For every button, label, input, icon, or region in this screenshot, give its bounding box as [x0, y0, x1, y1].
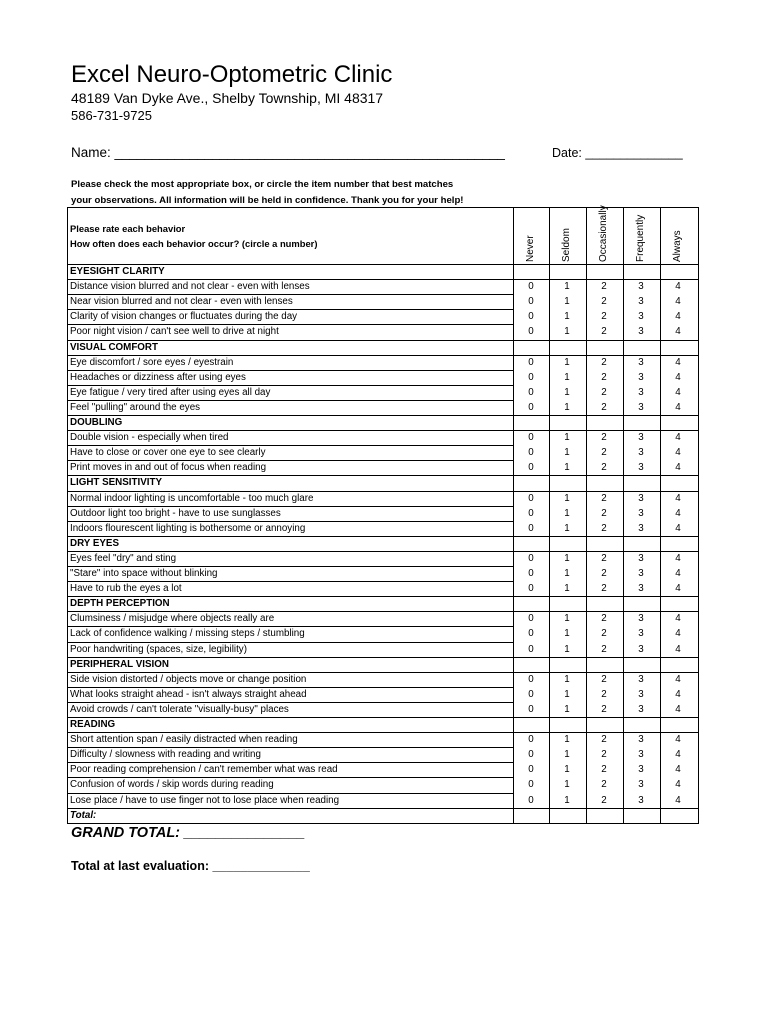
rating-option-never[interactable]: 0	[528, 507, 534, 519]
rating-option-always[interactable]: 4	[675, 734, 681, 746]
rating-option-seldom[interactable]: 1	[564, 552, 570, 564]
rating-option-seldom[interactable]: 1	[564, 568, 570, 579]
column-header-seldom: Seldom	[561, 228, 572, 262]
rating-option-frequently[interactable]: 3	[638, 673, 644, 685]
rating-option-frequently[interactable]: 3	[638, 386, 644, 398]
table-row	[67, 309, 699, 324]
table-row	[67, 566, 699, 581]
table-rule	[513, 732, 699, 733]
section-label: DEPTH PERCEPTION	[70, 598, 170, 610]
rating-option-frequently[interactable]: 3	[638, 432, 644, 444]
rating-option-always[interactable]: 4	[675, 492, 681, 504]
rating-option-occasionally[interactable]: 2	[601, 794, 607, 806]
total-row	[67, 808, 699, 823]
rating-option-always[interactable]: 4	[675, 311, 681, 323]
table-row	[67, 687, 699, 702]
behavior-label: Lack of confidence walking / missing steps / stumbling	[70, 628, 305, 640]
table-row	[67, 762, 699, 777]
rating-option-occasionally[interactable]: 2	[601, 462, 607, 474]
table-row	[67, 294, 699, 309]
rating-option-occasionally[interactable]: 2	[601, 779, 607, 791]
rating-option-frequently[interactable]: 3	[638, 492, 644, 504]
table-rule	[513, 808, 699, 809]
rating-option-always[interactable]: 4	[675, 749, 681, 761]
rating-option-never[interactable]: 0	[528, 447, 534, 459]
behavior-label: Feel "pulling" around the eyes	[70, 401, 201, 413]
rating-option-always[interactable]: 4	[675, 281, 681, 293]
behavior-label: Eyes feel "dry" and sting	[70, 552, 177, 564]
rating-option-frequently[interactable]: 3	[638, 764, 644, 776]
rating-option-never[interactable]: 0	[528, 613, 534, 625]
rating-option-frequently[interactable]: 3	[638, 779, 644, 791]
rating-option-never[interactable]: 0	[528, 386, 534, 398]
section-label: EYESIGHT CLARITY	[70, 266, 165, 277]
rating-option-frequently[interactable]: 3	[638, 371, 644, 383]
table-rule	[513, 672, 699, 673]
table-row	[67, 732, 699, 747]
clinic-name: Excel Neuro-Optometric Clinic	[71, 61, 393, 88]
rating-option-always[interactable]: 4	[675, 628, 681, 640]
rating-option-never[interactable]: 0	[528, 552, 534, 564]
table-row	[67, 551, 699, 566]
table-row	[67, 506, 699, 521]
behavior-label: Lose place / have to use finger not to lose place when reading	[70, 794, 340, 806]
rating-option-seldom[interactable]: 1	[564, 296, 570, 308]
rating-option-occasionally[interactable]: 2	[601, 673, 607, 685]
rating-option-frequently[interactable]: 3	[638, 401, 644, 413]
section-label: LIGHT SENSITIVITY	[70, 477, 162, 489]
rating-option-seldom[interactable]: 1	[564, 311, 570, 323]
table-row	[67, 521, 699, 536]
rating-option-never[interactable]: 0	[528, 432, 534, 444]
rating-option-always[interactable]: 4	[675, 673, 681, 685]
column-header-occasionally: Occasionally	[598, 205, 609, 262]
rating-option-never[interactable]: 0	[528, 296, 534, 308]
rating-option-occasionally[interactable]: 2	[601, 356, 607, 368]
rating-option-frequently[interactable]: 3	[638, 552, 644, 564]
clinic-address: 48189 Van Dyke Ave., Shelby Township, MI 48317	[71, 90, 384, 106]
table-row	[67, 400, 699, 415]
rating-option-never[interactable]: 0	[528, 628, 534, 640]
section-header-row	[67, 264, 699, 279]
table-rule	[513, 596, 699, 597]
table-rule	[67, 823, 699, 824]
behavior-label: Double vision - especially when tired	[70, 432, 229, 444]
table-row	[67, 385, 699, 400]
total-label: Total:	[70, 809, 97, 821]
rating-option-always[interactable]: 4	[675, 552, 681, 564]
section-label: READING	[70, 719, 116, 730]
table-row	[67, 626, 699, 641]
section-header-row	[67, 717, 699, 732]
rating-option-occasionally[interactable]: 2	[601, 281, 607, 293]
rating-option-frequently[interactable]: 3	[638, 794, 644, 806]
last-evaluation-total[interactable]: Total at last evaluation: ______________	[71, 859, 310, 873]
rating-option-never[interactable]: 0	[528, 643, 534, 655]
rating-option-frequently[interactable]: 3	[638, 643, 644, 655]
rating-option-frequently[interactable]: 3	[638, 296, 644, 308]
table-rule	[513, 717, 699, 718]
table-row	[67, 355, 699, 370]
rating-option-frequently[interactable]: 3	[638, 281, 644, 293]
rating-option-occasionally[interactable]: 2	[601, 583, 607, 595]
rating-option-seldom[interactable]: 1	[564, 281, 570, 293]
behavior-label: Normal indoor lighting is uncomfortable - too much glare	[70, 492, 314, 504]
rating-option-occasionally[interactable]: 2	[601, 296, 607, 308]
column-header-always: Always	[672, 230, 683, 262]
rating-option-frequently[interactable]: 3	[638, 628, 644, 640]
rating-option-never[interactable]: 0	[528, 764, 534, 776]
rating-option-seldom[interactable]: 1	[564, 326, 570, 338]
rating-option-always[interactable]: 4	[675, 507, 681, 519]
rating-option-frequently[interactable]: 3	[638, 356, 644, 368]
rating-option-never[interactable]: 0	[528, 371, 534, 383]
behavior-label: Indoors flourescent lighting is bothersome or annoying	[70, 522, 306, 534]
behavior-label: Short attention span / easily distracted when reading	[70, 734, 298, 746]
rating-option-frequently[interactable]: 3	[638, 507, 644, 519]
rating-option-never[interactable]: 0	[528, 522, 534, 534]
behavior-label: What looks straight ahead - isn't always straight ahead	[70, 688, 307, 700]
rating-option-seldom[interactable]: 1	[564, 749, 570, 761]
rating-option-seldom[interactable]: 1	[564, 583, 570, 595]
section-label: DRY EYES	[70, 537, 120, 549]
table-row	[67, 324, 699, 339]
behavior-label: Outdoor light too bright - have to use sunglasses	[70, 507, 281, 519]
rating-option-occasionally[interactable]: 2	[601, 749, 607, 761]
rating-option-occasionally[interactable]: 2	[601, 311, 607, 323]
rating-option-occasionally[interactable]: 2	[601, 688, 607, 700]
rating-option-always[interactable]: 4	[675, 356, 681, 368]
behavior-label: Poor handwriting (spaces, size, legibility)	[70, 643, 247, 655]
section-label: DOUBLING	[70, 417, 123, 428]
rating-option-frequently[interactable]: 3	[638, 688, 644, 700]
rating-option-never[interactable]: 0	[528, 356, 534, 368]
rating-option-frequently[interactable]: 3	[638, 568, 644, 579]
table-heading-2: How often does each behavior occur? (circle a number)	[70, 238, 318, 249]
table-row	[67, 430, 699, 445]
rating-option-always[interactable]: 4	[675, 296, 681, 308]
rating-option-always[interactable]: 4	[675, 522, 681, 534]
rating-option-occasionally[interactable]: 2	[601, 507, 607, 519]
rating-option-always[interactable]: 4	[675, 764, 681, 776]
rating-option-never[interactable]: 0	[528, 311, 534, 323]
behavior-label: Clarity of vision changes or fluctuates during the day	[70, 311, 298, 323]
table-row	[67, 672, 699, 687]
name-field[interactable]: Name: ____________________________________________________	[71, 145, 505, 160]
rating-option-never[interactable]: 0	[528, 703, 534, 715]
rating-option-never[interactable]: 0	[528, 583, 534, 595]
section-label: PERIPHERAL VISION	[70, 658, 169, 670]
behavior-label: Side vision distorted / objects move or change position	[70, 673, 307, 685]
rating-option-never[interactable]: 0	[528, 688, 534, 700]
behavior-label: "Stare" into space without blinking	[70, 568, 218, 579]
rating-option-frequently[interactable]: 3	[638, 326, 644, 338]
rating-option-seldom[interactable]: 1	[564, 628, 570, 640]
rating-option-seldom[interactable]: 1	[564, 688, 570, 700]
rating-option-occasionally[interactable]: 2	[601, 432, 607, 444]
rating-option-always[interactable]: 4	[675, 386, 681, 398]
behavior-label: Difficulty / slowness with reading and writing	[70, 749, 261, 761]
rating-option-frequently[interactable]: 3	[638, 613, 644, 625]
instructions-line-1: Please check the most appropriate box, or circle the item number that best matches	[71, 179, 454, 190]
rating-option-occasionally[interactable]: 2	[601, 522, 607, 534]
rating-option-occasionally[interactable]: 2	[601, 371, 607, 383]
rating-option-seldom[interactable]: 1	[564, 492, 570, 504]
rating-option-seldom[interactable]: 1	[564, 779, 570, 791]
behavior-label: Near vision blurred and not clear - even with lenses	[70, 296, 293, 308]
rating-option-seldom[interactable]: 1	[564, 522, 570, 534]
section-label: VISUAL COMFORT	[70, 341, 158, 353]
table-row	[67, 642, 699, 657]
section-header-row	[67, 415, 699, 430]
rating-option-frequently[interactable]: 3	[638, 311, 644, 323]
table-row	[67, 279, 699, 294]
behavior-label: Have to close or cover one eye to see clearly	[70, 447, 266, 459]
rating-option-always[interactable]: 4	[675, 703, 681, 715]
table-row	[67, 460, 699, 475]
rating-option-seldom[interactable]: 1	[564, 507, 570, 519]
rating-option-occasionally[interactable]: 2	[601, 703, 607, 715]
rating-option-always[interactable]: 4	[675, 447, 681, 459]
column-header-never: Never	[525, 235, 536, 262]
rating-option-occasionally[interactable]: 2	[601, 386, 607, 398]
rating-option-frequently[interactable]: 3	[638, 749, 644, 761]
instructions	[71, 177, 464, 209]
rating-option-never[interactable]: 0	[528, 794, 534, 806]
rating-option-occasionally[interactable]: 2	[601, 734, 607, 746]
rating-option-seldom[interactable]: 1	[564, 703, 570, 715]
section-header-row	[67, 340, 699, 355]
rating-option-frequently[interactable]: 3	[638, 703, 644, 715]
rating-option-always[interactable]: 4	[675, 613, 681, 625]
section-header-row	[67, 596, 699, 611]
rating-option-seldom[interactable]: 1	[564, 356, 570, 368]
clinic-phone: 586-731-9725	[71, 108, 152, 123]
rating-option-never[interactable]: 0	[528, 401, 534, 413]
rating-option-seldom[interactable]: 1	[564, 432, 570, 444]
rating-option-never[interactable]: 0	[528, 779, 534, 791]
table-row	[67, 747, 699, 762]
column-header-frequently: Frequently	[635, 214, 646, 262]
table-rule	[513, 491, 699, 492]
table-row	[67, 702, 699, 717]
section-header-row	[67, 657, 699, 672]
table-heading-1: Please rate each behavior	[70, 223, 186, 234]
rating-table	[67, 207, 699, 823]
behavior-label: Distance vision blurred and not clear - even with lenses	[70, 281, 310, 293]
grand-total[interactable]: GRAND TOTAL: _______________	[71, 825, 305, 841]
rating-option-never[interactable]: 0	[528, 673, 534, 685]
rating-option-occasionally[interactable]: 2	[601, 643, 607, 655]
rating-option-occasionally[interactable]: 2	[601, 401, 607, 413]
rating-option-always[interactable]: 4	[675, 462, 681, 474]
rating-option-never[interactable]: 0	[528, 568, 534, 579]
rating-option-always[interactable]: 4	[675, 688, 681, 700]
behavior-label: Confusion of words / skip words during reading	[70, 779, 274, 791]
table-rule	[513, 340, 699, 341]
table-rule	[513, 264, 699, 265]
rating-option-seldom[interactable]: 1	[564, 447, 570, 459]
table-rule	[513, 355, 699, 356]
table-row	[67, 370, 699, 385]
rating-option-always[interactable]: 4	[675, 401, 681, 413]
behavior-label: Headaches or dizziness after using eyes	[70, 371, 246, 383]
instructions-line-2: your observations. All information will be held in confidence. Thank you for your help!	[71, 195, 464, 206]
rating-option-always[interactable]: 4	[675, 326, 681, 338]
section-header-row	[67, 536, 699, 551]
rating-option-seldom[interactable]: 1	[564, 613, 570, 625]
rating-option-always[interactable]: 4	[675, 568, 681, 579]
table-rule	[513, 657, 699, 658]
rating-option-frequently[interactable]: 3	[638, 522, 644, 534]
rating-option-occasionally[interactable]: 2	[601, 613, 607, 625]
rating-option-seldom[interactable]: 1	[564, 386, 570, 398]
rating-option-always[interactable]: 4	[675, 432, 681, 444]
section-header-row	[67, 475, 699, 490]
rating-option-frequently[interactable]: 3	[638, 734, 644, 746]
rating-option-occasionally[interactable]: 2	[601, 552, 607, 564]
behavior-label: Poor reading comprehension / can't remember what was read	[70, 764, 338, 776]
rating-option-occasionally[interactable]: 2	[601, 568, 607, 579]
rating-option-seldom[interactable]: 1	[564, 371, 570, 383]
table-row	[67, 581, 699, 596]
rating-option-occasionally[interactable]: 2	[601, 764, 607, 776]
behavior-label: Poor night vision / can't see well to drive at night	[70, 326, 279, 338]
behavior-label: Print moves in and out of focus when reading	[70, 462, 267, 474]
rating-option-seldom[interactable]: 1	[564, 734, 570, 746]
rating-option-occasionally[interactable]: 2	[601, 447, 607, 459]
rating-option-never[interactable]: 0	[528, 749, 534, 761]
table-rule	[513, 475, 699, 476]
rating-option-occasionally[interactable]: 2	[601, 326, 607, 338]
table-rule	[513, 415, 699, 416]
behavior-label: Eye fatigue / very tired after using eyes all day	[70, 386, 271, 398]
rating-option-frequently[interactable]: 3	[638, 447, 644, 459]
table-rule	[513, 611, 699, 612]
table-row	[67, 611, 699, 626]
rating-option-seldom[interactable]: 1	[564, 794, 570, 806]
table-rule	[513, 279, 699, 280]
rating-option-seldom[interactable]: 1	[564, 764, 570, 776]
behavior-label: Have to rub the eyes a lot	[70, 583, 182, 595]
table-row	[67, 793, 699, 808]
rating-option-always[interactable]: 4	[675, 779, 681, 791]
behavior-label: Eye discomfort / sore eyes / eyestrain	[70, 356, 234, 368]
table-row	[67, 491, 699, 506]
rating-option-never[interactable]: 0	[528, 326, 534, 338]
rating-option-occasionally[interactable]: 2	[601, 628, 607, 640]
rating-option-always[interactable]: 4	[675, 794, 681, 806]
rating-option-always[interactable]: 4	[675, 583, 681, 595]
rating-option-always[interactable]: 4	[675, 371, 681, 383]
behavior-label: Avoid crowds / can't tolerate "visually-busy" places	[70, 703, 289, 715]
behavior-label: Clumsiness / misjudge where objects really are	[70, 613, 275, 625]
table-rule	[513, 536, 699, 537]
table-row	[67, 445, 699, 460]
table-row	[67, 777, 699, 792]
table-rule	[513, 430, 699, 431]
rating-option-frequently[interactable]: 3	[638, 583, 644, 595]
rating-option-never[interactable]: 0	[528, 281, 534, 293]
rating-option-seldom[interactable]: 1	[564, 462, 570, 474]
rating-option-seldom[interactable]: 1	[564, 401, 570, 413]
rating-option-never[interactable]: 0	[528, 734, 534, 746]
rating-option-never[interactable]: 0	[528, 462, 534, 474]
table-rule	[513, 551, 699, 552]
rating-option-occasionally[interactable]: 2	[601, 492, 607, 504]
rating-option-always[interactable]: 4	[675, 643, 681, 655]
rating-option-seldom[interactable]: 1	[564, 643, 570, 655]
rating-option-never[interactable]: 0	[528, 492, 534, 504]
date-field[interactable]: Date: ______________	[552, 146, 683, 160]
rating-option-seldom[interactable]: 1	[564, 673, 570, 685]
rating-option-frequently[interactable]: 3	[638, 462, 644, 474]
